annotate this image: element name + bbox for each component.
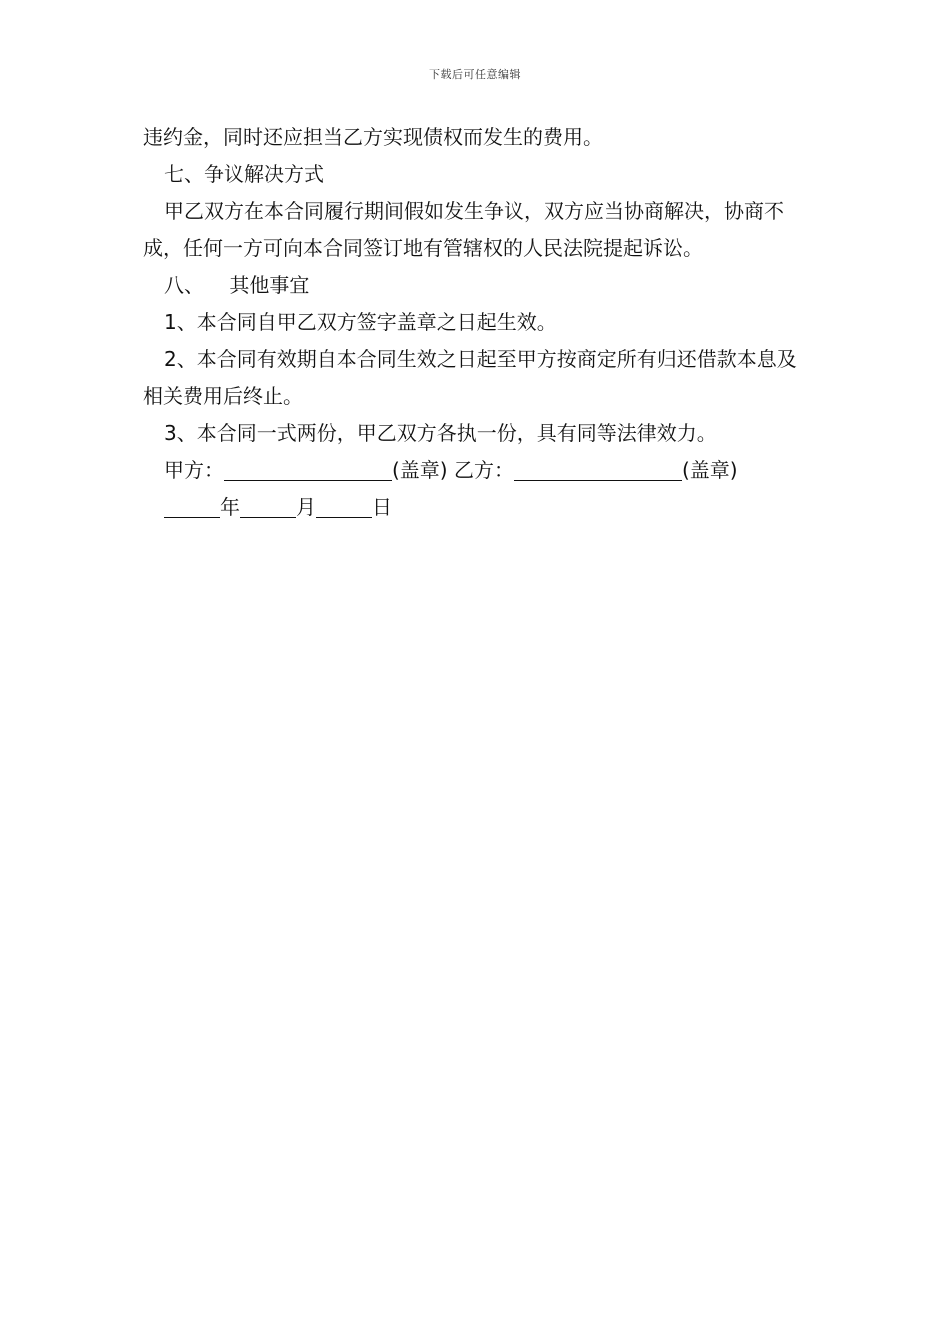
party-b-label: 乙方：: [447, 458, 514, 482]
paragraph-penalty: 违约金，同时还应担当乙方实现债权而发生的费用。: [143, 125, 603, 149]
party-b-blank[interactable]: [514, 454, 682, 481]
month-label: 月: [296, 495, 316, 519]
page-header-note: 下载后可任意编辑: [429, 68, 521, 81]
party-a-label: 甲方：: [164, 458, 224, 482]
section-7-text: 甲乙双方在本合同履行期间假如发生争议，双方应当协商解决，协商不成，任何一方可向本合同签订地有管辖权的人民法院提起诉讼。: [143, 199, 784, 260]
date-line: [143, 489, 815, 526]
clause-3: 3、本合同一式两份，甲乙双方各执一份，具有同等法律效力。: [164, 421, 717, 445]
party-a-blank[interactable]: [224, 454, 392, 481]
party-a-seal: (盖章): [392, 458, 448, 482]
day-blank[interactable]: [316, 491, 372, 518]
party-b-seal: (盖章): [681, 458, 738, 482]
clause-1: 1、本合同自甲乙双方签字盖章之日起生效。: [164, 310, 557, 334]
clause-2: 2、本合同有效期自本合同生效之日起至甲方按商定所有归还借款本息及相关费用后终止。: [143, 347, 797, 408]
month-blank[interactable]: [240, 491, 296, 518]
document-body: [143, 119, 815, 526]
section-8-title: 八、 其他事宜: [164, 273, 310, 297]
year-blank[interactable]: [164, 491, 220, 518]
year-label: 年: [220, 495, 240, 519]
signature-line: [143, 452, 815, 489]
day-label: 日: [372, 495, 392, 519]
section-7-title: 七、争议解决方式: [164, 162, 324, 186]
